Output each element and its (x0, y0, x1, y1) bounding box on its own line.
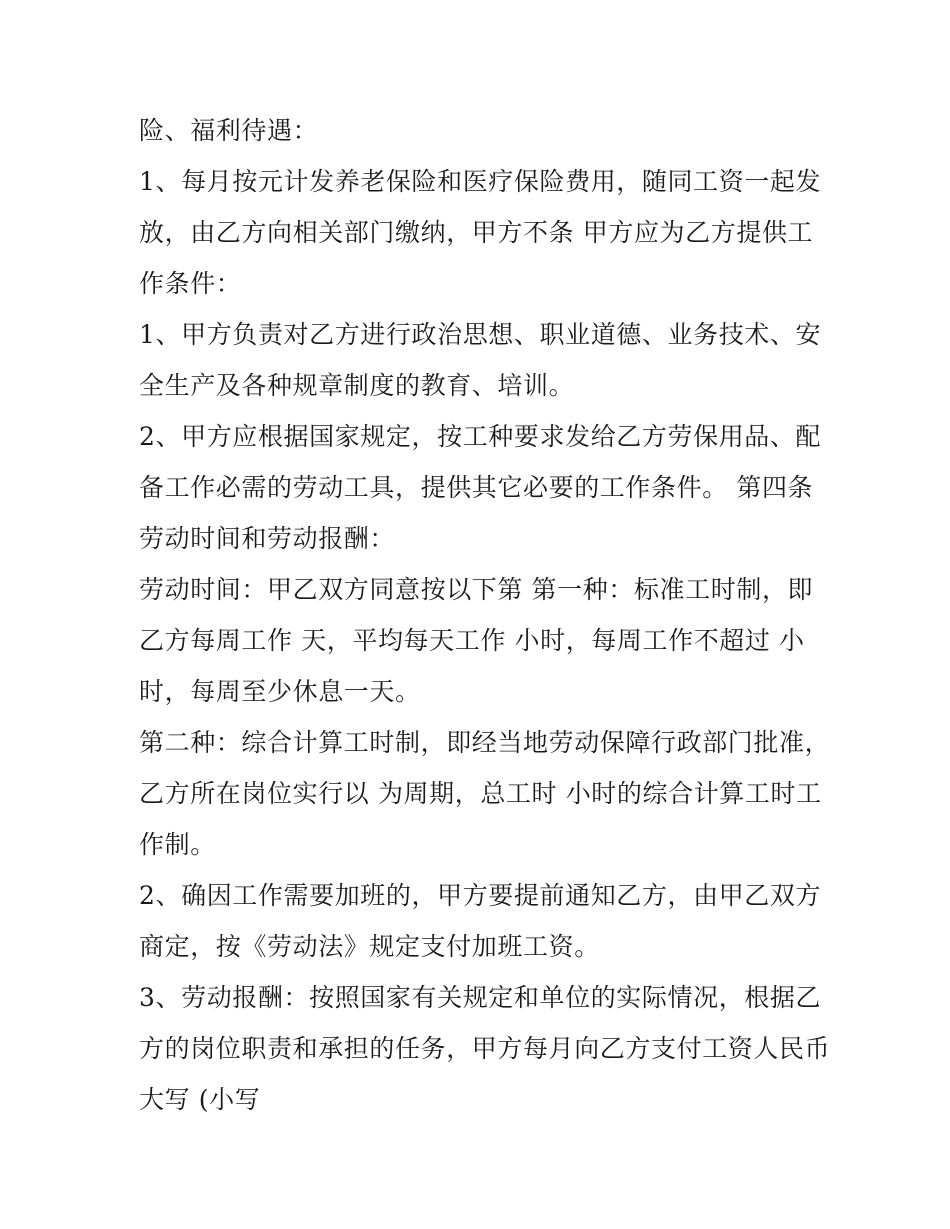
text-line: 方的岗位职责和承担的任务，甲方每月向乙方支付工资人民币 (139, 1034, 831, 1063)
text-line: 1、甲方负责对乙方进行政治思想、职业道德、业务技术、安 (139, 320, 822, 349)
text-line: 劳动时间：甲乙双方同意按以下第 第一种：标准工时制，即 (139, 575, 814, 604)
text-line: 险、福利待遇： (139, 116, 319, 145)
text-line: 备工作必需的劳动工具，提供其它必要的工作条件。 第四条 (139, 473, 814, 502)
text-line: 第二种：综合计算工时制，即经当地劳动保障行政部门批准， (139, 728, 831, 757)
document-body (139, 105, 831, 1125)
text-line: 全生产及各种规章制度的教育、培训。 (139, 371, 575, 400)
text-line: 乙方所在岗位实行以 为周期，总工时 小时的综合计算工时工 (139, 779, 822, 808)
text-line: 作制。 (139, 830, 216, 859)
text-line: 时，每周至少休息一天。 (139, 677, 421, 706)
text-line: 3、劳动报酬：按照国家有关规定和单位的实际情况，根据乙 (139, 983, 822, 1012)
text-line: 乙方每周工作 天，平均每天工作 小时，每周工作不超过 小 (139, 626, 805, 655)
text-line: 2、确因工作需要加班的，甲方要提前通知乙方，由甲乙双方 (139, 881, 822, 910)
text-line: 商定，按《劳动法》规定支付加班工资。 (139, 932, 600, 961)
text-line: 放，由乙方向相关部门缴纳，甲方不条 甲方应为乙方提供工 (139, 218, 814, 247)
text-line: 1、每月按元计发养老保险和医疗保险费用，随同工资一起发 (139, 167, 822, 196)
text-line: 劳动时间和劳动报酬： (139, 524, 396, 553)
text-line: 作条件： (139, 269, 242, 298)
text-line: 2、甲方应根据国家规定，按工种要求发给乙方劳保用品、配 (139, 422, 822, 451)
text-line: 大写 (小写 (139, 1085, 261, 1114)
